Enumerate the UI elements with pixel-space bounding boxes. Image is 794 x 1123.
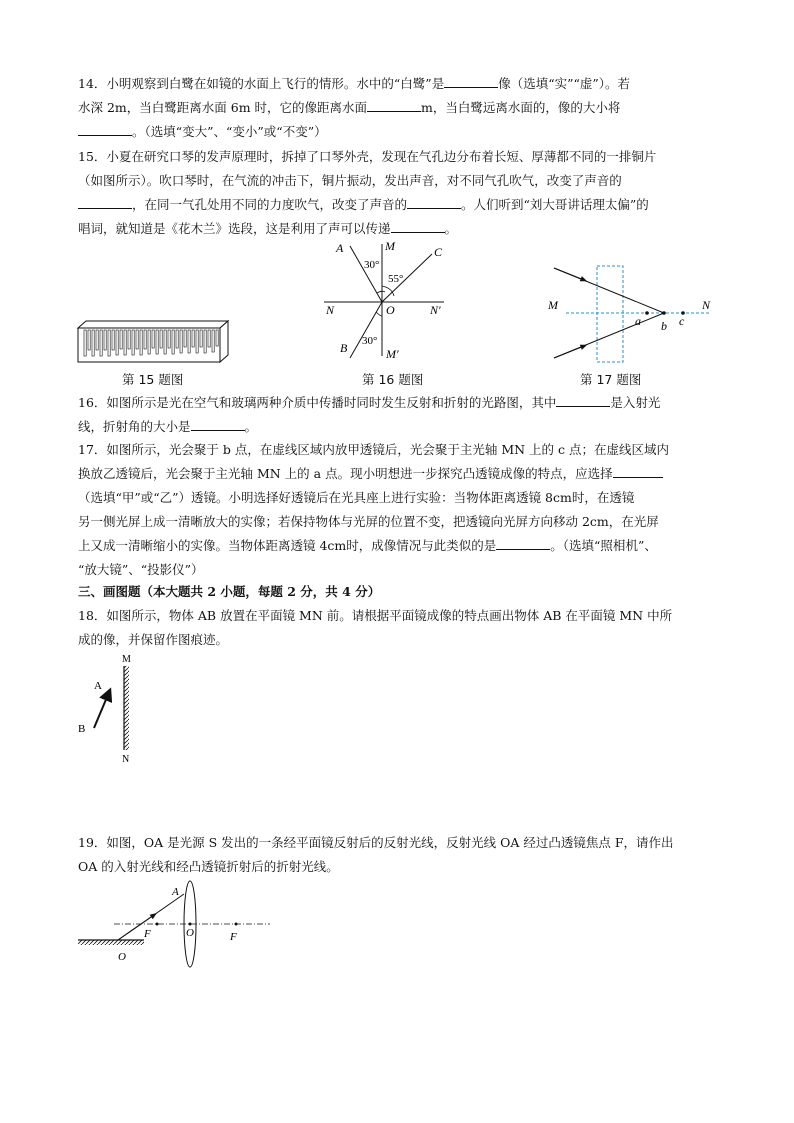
label-c: c <box>679 314 685 328</box>
label-F-left: F <box>144 928 151 940</box>
label-N: N <box>702 298 711 312</box>
q15-text: 唱词，就知道是《花木兰》选段，这是利用了声可以传递 <box>78 221 391 236</box>
angle-right: 55° <box>388 273 404 285</box>
question-16 <box>78 391 718 439</box>
object-AB <box>94 690 110 728</box>
label-B: B <box>78 723 86 735</box>
section-3-heading: 三、画图题（本大题共 2 小题，每题 2 分，共 4 分） <box>78 584 381 599</box>
label-F-right: F <box>230 931 237 943</box>
point-b <box>662 311 666 315</box>
q17-text: 上又成一清晰缩小的实像。当物体距离透镜 4cm时，成像情况与此类似的是 <box>78 538 497 553</box>
optical-center <box>189 923 192 926</box>
q17-text: 17．如图所示，光会聚于 b 点，在虚线区域内放甲透镜后，光会聚于主光轴 MN 上的 c 点；在虚线区域内 <box>78 442 669 457</box>
figure-18-plane-mirror <box>72 652 142 767</box>
label-A: A <box>172 886 179 898</box>
label-N: N <box>326 303 335 317</box>
q19-text: OA 的入射光线和经凸透镜折射后的折射光线。 <box>78 859 339 874</box>
label-b: b <box>661 319 667 333</box>
q18-text: 成的像，并保留作图痕迹。 <box>78 632 229 647</box>
q17-text: 另一侧光屏上成一清晰放大的实像；若保持物体与光屏的位置不变，把透镜向光屏方向移动 2cm，在光屏 <box>78 514 659 529</box>
label-N: N <box>122 754 130 765</box>
q16-text: 。 <box>244 419 258 434</box>
q15-text: ，在同一气孔处用不同的力度吹气，改变了声音的 <box>132 197 408 212</box>
q17-text: （选填“甲”或“乙”）透镜。小明选择好透镜后在光具座上进行实验：当物体距离透镜 8cm时，在透镜 <box>78 490 635 505</box>
q17-text: 。（选填“照相机”、 <box>550 538 657 553</box>
label-A: A <box>94 680 102 692</box>
ray-AO <box>350 246 382 302</box>
q15-text: 。人们听到“刘大哥讲话理太偏”的 <box>461 197 649 212</box>
answer-blank[interactable] <box>556 391 610 407</box>
q16-text: 16．如图所示是光在空气和玻璃两种介质中传播时同时发生反射和折射的光路图，其中 <box>78 395 557 410</box>
q14-text: 14．小明观察到白鹭在如镜的水面上飞行的情形。水中的“白鹭”是 <box>78 76 445 91</box>
answer-blank[interactable] <box>78 120 132 136</box>
ray-OB <box>350 302 382 358</box>
question-18 <box>78 604 718 652</box>
q16-text: 是入射光 <box>610 395 661 410</box>
label-O-mirror: O <box>118 951 126 963</box>
label-B: B <box>340 341 348 355</box>
q14-text: 水深 2m，当白鹭距离水面 6m 时，它的像距离水面 <box>78 100 368 115</box>
question-14 <box>78 72 718 144</box>
label-C: C <box>434 245 443 259</box>
label-A: A <box>336 241 344 255</box>
figure-19-mirror-lens <box>74 880 274 972</box>
q17-text: “放大镜”、“投影仪”） <box>78 562 204 577</box>
label-O: O <box>386 303 395 317</box>
angle-bottom: 30° <box>362 335 378 347</box>
answer-blank[interactable] <box>191 415 245 431</box>
answer-blank[interactable] <box>444 72 498 88</box>
caption-fig17: 第 17 题图 <box>580 372 642 387</box>
question-15 <box>78 145 718 241</box>
q18-text: 18．如图所示，物体 AB 放置在平面镜 MN 前。请根据平面镜成像的特点画出物体 AB 在平面镜 MN 中所 <box>78 608 673 623</box>
q16-text: 线，折射角的大小是 <box>78 419 191 434</box>
q15-text: 。 <box>444 221 458 236</box>
question-19 <box>78 831 718 879</box>
focus-right <box>235 923 238 926</box>
answer-blank[interactable] <box>496 534 550 550</box>
figure-17-lens-region <box>540 262 720 366</box>
label-M: M <box>548 298 558 312</box>
caption-fig15: 第 15 题图 <box>122 372 184 387</box>
point-a <box>645 311 649 315</box>
mirror-hatching <box>124 666 129 750</box>
mirror-hatching <box>78 940 144 945</box>
q17-text: 换放乙透镜后，光会聚于主光轴 MN 上的 a 点。现小明想进一步探究凸透镜成像的特点，应选择 <box>78 466 613 481</box>
label-N-prime: N′ <box>430 303 441 317</box>
label-M: M <box>122 654 131 665</box>
q15-text: 15．小夏在研究口琴的发声原理时，拆掉了口琴外壳，发现在气孔边分布着长短、厚薄都不同的一排铜片 <box>78 149 657 164</box>
answer-blank[interactable] <box>613 462 663 478</box>
answer-blank[interactable] <box>407 193 461 209</box>
answer-blank[interactable] <box>391 217 445 233</box>
answer-blank[interactable] <box>367 96 421 112</box>
angle-top: 30° <box>364 259 380 271</box>
q15-text: （如图所示）。吹口琴时，在气流的冲击下，铜片振动，发出声音，对不同气孔吹气，改变了声音的 <box>78 173 622 188</box>
q14-text: 像（选填“实”“虚”）。若 <box>498 76 631 91</box>
q14-text: 。（选填“变大”、“变小”或“不变”） <box>132 124 327 139</box>
q19-text: 19．如图，OA 是光源 S 发出的一条经平面镜反射后的反射光线，反射光线 OA 经过凸透镜焦点 F，请作出 <box>78 835 674 850</box>
focus-left <box>156 923 159 926</box>
label-M: M <box>385 239 395 253</box>
figure-16-light-path <box>320 238 460 362</box>
caption-fig16: 第 16 题图 <box>362 372 424 387</box>
figure-15-harmonica <box>74 318 234 368</box>
label-a: a <box>635 314 641 328</box>
q14-text: m，当白鹭远离水面的，像的大小将 <box>421 100 621 115</box>
label-M-prime: M′ <box>386 347 399 361</box>
label-O-center: O <box>186 927 194 939</box>
question-17 <box>78 438 718 582</box>
dashed-lens-region <box>597 266 623 362</box>
answer-blank[interactable] <box>78 193 132 209</box>
